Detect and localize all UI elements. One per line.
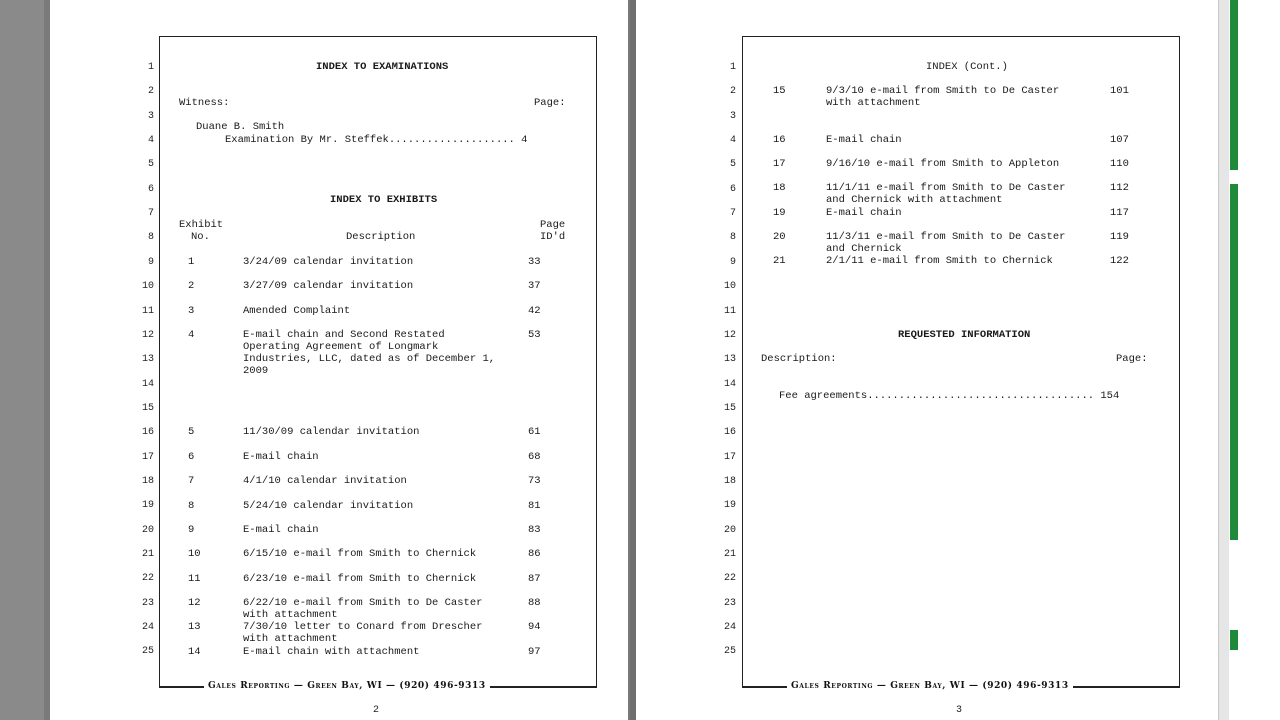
line-number: 9 — [147, 256, 154, 268]
index-cont-title: INDEX (Cont.) — [926, 61, 1008, 73]
exhibit-description: Operating Agreement of Longmark — [243, 341, 439, 354]
line-number: 23 — [141, 597, 154, 609]
exhibit-number: 11 — [188, 572, 201, 585]
exhibit-page: 73 — [528, 475, 541, 488]
line-number: 14 — [723, 378, 736, 390]
exhibit-description: 11/1/11 e-mail from Smith to De Caster — [826, 182, 1066, 195]
exhibit-number: 13 — [188, 621, 201, 634]
exhibit-page: 110 — [1110, 158, 1129, 171]
page-label: Page: — [534, 97, 566, 109]
exhibit-page: 83 — [528, 523, 541, 536]
exhibit-number: 9 — [188, 523, 195, 536]
line-number: 24 — [723, 622, 736, 634]
exhibit-number: 10 — [188, 548, 201, 561]
line-number: 4 — [147, 135, 154, 147]
exhibit-number: 15 — [773, 85, 786, 97]
line-number: 13 — [141, 354, 154, 366]
exhibit-description: 2009 — [243, 365, 269, 378]
exhibit-number: 4 — [188, 329, 195, 342]
exhibits-index-title: INDEX TO EXHIBITS — [330, 194, 438, 206]
exhibit-page: 37 — [528, 280, 541, 293]
line-number: 1 — [729, 62, 736, 73]
line-number: 17 — [141, 451, 154, 463]
exhibit-page: 97 — [528, 645, 541, 658]
line-number: 7 — [147, 208, 154, 220]
exhibit-description: Industries, LLC, dated as of December 1, — [243, 353, 496, 366]
exhibit-number: 5 — [188, 426, 195, 439]
line-number: 18 — [141, 475, 154, 487]
line-number: 2 — [147, 86, 154, 98]
line-number: 18 — [723, 475, 736, 487]
line-number: 8 — [147, 232, 154, 244]
line-number: 19 — [723, 500, 736, 512]
exam-index-title: INDEX TO EXAMINATIONS — [316, 61, 449, 73]
line-number: 15 — [141, 402, 154, 414]
exhibit-description: 11/30/09 calendar invitation — [243, 426, 420, 439]
exhibit-number: 1 — [188, 256, 195, 268]
exhibit-description: 9/16/10 e-mail from Smith to Appleton — [826, 158, 1060, 171]
line-number: 10 — [723, 281, 736, 293]
page-number: 2 — [373, 705, 380, 716]
line-number: 20 — [723, 524, 736, 536]
exhibit-page: 86 — [528, 548, 541, 561]
footer-reporter: Gales Reporting — Green Bay, WI — (920) 496-9313 — [787, 681, 1073, 691]
exhibit-page: 122 — [1110, 255, 1129, 268]
witness-label: Witness: — [179, 97, 230, 109]
side-accent-bar — [1230, 0, 1238, 720]
col-no: No. — [191, 231, 210, 243]
footer-reporter: Gales Reporting — Green Bay, WI — (920) 496-9313 — [204, 681, 490, 691]
line-number: 3 — [729, 110, 736, 122]
exhibit-number: 20 — [773, 231, 786, 244]
line-number: 5 — [147, 159, 154, 171]
exhibit-page: 107 — [1110, 133, 1129, 146]
exhibit-number: 12 — [188, 596, 201, 609]
requested-info-title: REQUESTED INFORMATION — [898, 329, 1031, 341]
examination-entry: Examination By Mr. Steffek.................... 4 — [225, 134, 528, 146]
col-page: Page — [540, 219, 566, 231]
exhibit-number: 8 — [188, 499, 195, 512]
exhibit-page: 88 — [528, 596, 541, 609]
line-number: 25 — [141, 646, 154, 658]
exhibit-description: E-mail chain with attachment — [243, 645, 420, 658]
exhibit-page: 87 — [528, 572, 541, 585]
line-number: 20 — [141, 524, 154, 536]
line-number: 3 — [147, 110, 154, 122]
col-exhibit: Exhibit — [179, 219, 224, 231]
witness-name: Duane B. Smith — [196, 121, 285, 133]
line-number: 16 — [141, 427, 154, 439]
line-number: 12 — [141, 329, 154, 341]
line-number: 22 — [141, 573, 154, 585]
exhibit-number: 16 — [773, 133, 786, 146]
exhibit-description: with attachment — [826, 97, 921, 109]
exhibit-description: 11/3/11 e-mail from Smith to De Caster — [826, 231, 1066, 244]
exhibit-description: Amended Complaint — [243, 304, 351, 317]
exhibit-description: E-mail chain and Second Restated — [243, 329, 445, 342]
exhibit-number: 2 — [188, 280, 195, 293]
exhibit-page: 81 — [528, 499, 541, 512]
line-number: 2 — [729, 86, 736, 98]
line-number: 9 — [729, 256, 736, 268]
exhibit-description: and Chernick with attachment — [826, 194, 1003, 207]
page-number: 3 — [956, 705, 963, 716]
col-idd: ID'd — [540, 231, 566, 243]
line-number: 6 — [147, 183, 154, 195]
line-number: 21 — [723, 549, 736, 560]
exhibit-description: 2/1/11 e-mail from Smith to Chernick — [826, 255, 1053, 268]
exhibit-description: E-mail chain — [826, 133, 902, 146]
fee-agreements-entry: Fee agreements.................................... 154 — [779, 390, 1120, 402]
exhibit-page: 42 — [528, 304, 541, 317]
exhibit-description: and Chernick — [826, 243, 902, 256]
exhibit-number: 21 — [773, 255, 786, 268]
exhibit-page: 53 — [528, 329, 541, 342]
exhibit-page: 117 — [1110, 206, 1129, 219]
line-number: 22 — [723, 573, 736, 585]
exhibit-page: 68 — [528, 450, 541, 463]
line-number: 15 — [723, 402, 736, 414]
exhibit-description: 9/3/10 e-mail from Smith to De Caster — [826, 85, 1060, 97]
line-number: 24 — [141, 622, 154, 634]
line-number: 23 — [723, 597, 736, 609]
line-number: 13 — [723, 354, 736, 366]
exhibit-description: E-mail chain — [243, 450, 319, 463]
line-number: 12 — [723, 329, 736, 341]
exhibit-page: 33 — [528, 256, 541, 268]
exhibit-description: 5/24/10 calendar invitation — [243, 499, 414, 512]
exhibit-description: with attachment — [243, 608, 338, 621]
line-number: 6 — [729, 183, 736, 195]
line-number: 11 — [141, 305, 154, 317]
exhibit-description: 6/22/10 e-mail from Smith to De Caster — [243, 596, 483, 609]
exhibit-description: 6/23/10 e-mail from Smith to Chernick — [243, 572, 477, 585]
line-number: 16 — [723, 427, 736, 439]
exhibit-number: 6 — [188, 450, 195, 463]
exhibit-description: E-mail chain — [243, 523, 319, 536]
line-number: 8 — [729, 232, 736, 244]
exhibit-page: 101 — [1110, 85, 1129, 97]
page-label: Page: — [1116, 353, 1148, 365]
exhibit-page: 112 — [1110, 182, 1129, 195]
scrollbar[interactable] — [1218, 0, 1229, 720]
exhibit-description: E-mail chain — [826, 206, 902, 219]
exhibit-description: 6/15/10 e-mail from Smith to Chernick — [243, 548, 477, 561]
exhibit-number: 7 — [188, 475, 195, 488]
exhibit-page: 94 — [528, 621, 541, 634]
line-number: 5 — [729, 159, 736, 171]
col-description: Description — [346, 231, 416, 243]
line-number: 4 — [729, 135, 736, 147]
line-number: 14 — [141, 378, 154, 390]
exhibit-number: 18 — [773, 182, 786, 195]
exhibit-description: 3/24/09 calendar invitation — [243, 256, 414, 268]
line-number: 17 — [723, 451, 736, 463]
line-number: 19 — [141, 500, 154, 512]
exhibit-description: 7/30/10 letter to Conard from Drescher — [243, 621, 483, 634]
description-label: Description: — [761, 353, 837, 365]
exhibit-page: 61 — [528, 426, 541, 439]
line-number: 10 — [141, 281, 154, 293]
exhibit-number: 19 — [773, 206, 786, 219]
exhibit-number: 3 — [188, 304, 195, 317]
line-number: 1 — [147, 62, 154, 73]
line-number: 25 — [723, 646, 736, 658]
document-page-2 — [50, 0, 628, 720]
exhibit-number: 14 — [188, 645, 201, 658]
exhibit-number: 17 — [773, 158, 786, 171]
exhibit-description: with attachment — [243, 633, 338, 646]
viewer-background — [0, 0, 44, 720]
exhibit-page: 119 — [1110, 231, 1129, 244]
line-number: 21 — [141, 549, 154, 560]
exhibit-description: 3/27/09 calendar invitation — [243, 280, 414, 293]
line-number: 11 — [723, 305, 736, 317]
exhibit-description: 4/1/10 calendar invitation — [243, 475, 407, 488]
line-number: 7 — [729, 208, 736, 220]
document-page-3 — [636, 0, 1210, 720]
